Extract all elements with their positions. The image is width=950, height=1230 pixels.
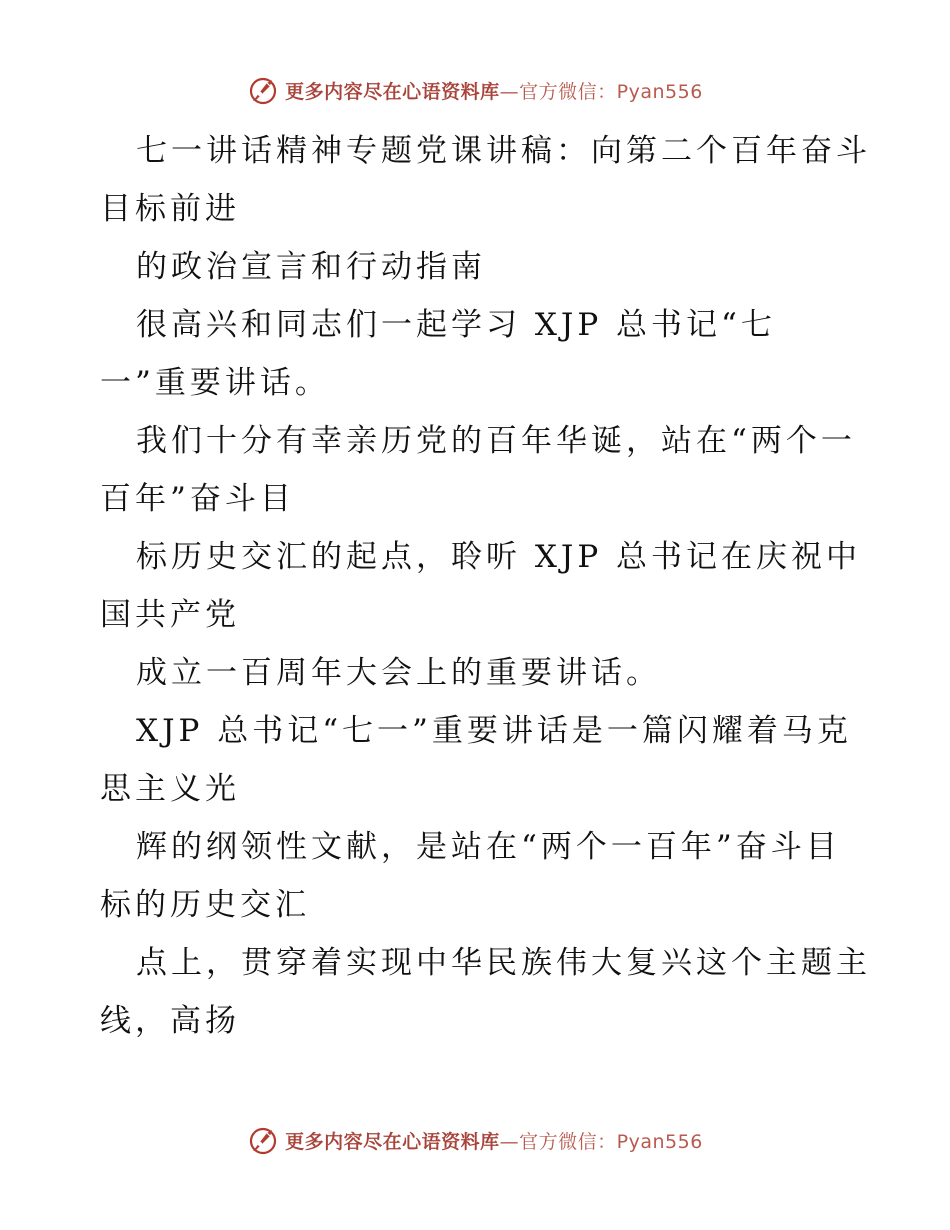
document-body xyxy=(100,122,871,1050)
text-line: 辉的纲领性文献，是站在“两个一百年”奋斗目 xyxy=(136,829,841,865)
text-line: 目标前进 xyxy=(100,191,240,227)
text-line: 七一讲话精神专题党课讲稿：向第二个百年奋斗 xyxy=(136,133,871,169)
header-banner-wechat: 官方微信：Pyan556 xyxy=(519,80,703,103)
footer-banner-separator: — xyxy=(499,1130,520,1153)
header-banner-separator: — xyxy=(499,80,520,103)
text-line: 点上，贯穿着实现中华民族伟大复兴这个主题主 xyxy=(136,945,871,981)
text-line: 标的历史交汇 xyxy=(100,887,310,923)
text-line: 成立一百周年大会上的重要讲话。 xyxy=(136,655,661,691)
header-banner-title: 更多内容尽在心语资料库 xyxy=(285,80,500,103)
text-line: 标历史交汇的起点，聆听 XJP 总书记在庆祝中 xyxy=(136,539,862,575)
text-line: 的政治宣言和行动指南 xyxy=(136,249,486,285)
footer-banner-title: 更多内容尽在心语资料库 xyxy=(285,1130,500,1153)
header-banner-text xyxy=(285,77,703,104)
footer-banner xyxy=(0,1120,950,1160)
quill-pen-logo-icon xyxy=(247,1124,279,1156)
text-line: 我们十分有幸亲历党的百年华诞，站在“两个一 xyxy=(136,423,856,459)
header-banner xyxy=(0,70,950,110)
footer-banner-wechat: 官方微信：Pyan556 xyxy=(519,1130,703,1153)
text-line: 一”重要讲话。 xyxy=(100,365,330,401)
footer-banner-text xyxy=(285,1127,703,1154)
text-line: 国共产党 xyxy=(100,597,240,633)
text-line: 线，高扬 xyxy=(100,1003,240,1039)
text-line: XJP 总书记“七一”重要讲话是一篇闪耀着马克 xyxy=(136,713,852,749)
text-line: 很高兴和同志们一起学习 XJP 总书记“七 xyxy=(136,307,776,343)
quill-pen-logo-icon xyxy=(247,74,279,106)
text-line: 百年”奋斗目 xyxy=(100,481,295,517)
text-line: 思主义光 xyxy=(100,771,240,807)
